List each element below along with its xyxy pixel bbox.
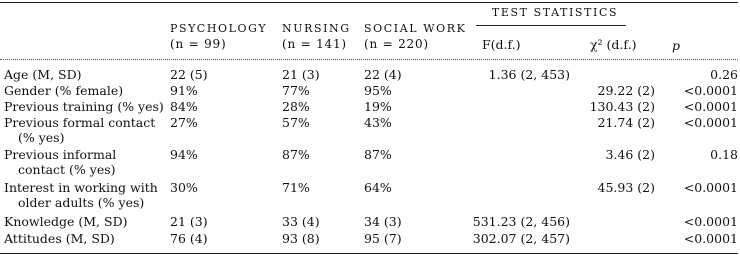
row-label-continuation: older adults (% yes): [18, 195, 145, 210]
social-work-header: SOCIAL WORK: [364, 22, 467, 35]
social-work-n: (n = 220): [364, 37, 429, 51]
f-cell: 531.23 (2, 456): [472, 214, 570, 229]
chi-square-cell: 130.43 (2): [589, 99, 655, 114]
header-separator: [0, 59, 738, 60]
social-work-cell: 87%: [364, 147, 392, 162]
psychology-cell: 30%: [170, 180, 198, 195]
row-label: Previous formal contact: [4, 115, 156, 130]
p-value-cell: <0.0001: [683, 180, 738, 195]
row-label: Knowledge (M, SD): [4, 214, 128, 229]
f-cell: 1.36 (2, 453): [488, 67, 570, 82]
social-work-cell: 95 (7): [364, 231, 402, 246]
nursing-n: (n = 141): [282, 37, 347, 51]
social-work-cell: 19%: [364, 99, 392, 114]
row-label: Previous informal: [4, 147, 117, 162]
p-value-cell: <0.0001: [683, 231, 738, 246]
psychology-cell: 91%: [170, 83, 198, 98]
social-work-cell: 64%: [364, 180, 392, 195]
p-value-cell: 0.26: [710, 67, 738, 82]
nursing-cell: 87%: [282, 147, 310, 162]
nursing-cell: 57%: [282, 115, 310, 130]
psychology-header: PSYCHOLOGY: [170, 22, 268, 35]
test-statistics-header: TEST STATISTICS: [491, 6, 619, 19]
row-label-continuation: contact (% yes): [18, 162, 116, 177]
p-value-cell: 0.18: [710, 147, 738, 162]
chi-square-cell: 29.22 (2): [597, 83, 655, 98]
social-work-cell: 34 (3): [364, 214, 402, 229]
nursing-cell: 93 (8): [282, 231, 320, 246]
top-rule: [0, 2, 738, 3]
row-label: Age (M, SD): [4, 67, 82, 82]
psychology-cell: 21 (3): [170, 214, 208, 229]
row-label: Previous training (% yes): [4, 99, 164, 114]
social-work-cell: 95%: [364, 83, 392, 98]
nursing-cell: 33 (4): [282, 214, 320, 229]
p-value-cell: <0.0001: [683, 115, 738, 130]
nursing-cell: 77%: [282, 83, 310, 98]
nursing-cell: 21 (3): [282, 67, 320, 82]
row-label: Interest in working with: [4, 180, 158, 195]
social-work-cell: 22 (4): [364, 67, 402, 82]
row-label: Gender (% female): [4, 83, 124, 98]
psychology-cell: 84%: [170, 99, 198, 114]
test-statistics-underline: [476, 25, 626, 26]
nursing-header: NURSING: [282, 22, 351, 35]
chi-square-cell: 3.46 (2): [605, 147, 655, 162]
p-value-cell: <0.0001: [683, 214, 738, 229]
psychology-cell: 27%: [170, 115, 198, 130]
row-label: Attitudes (M, SD): [4, 231, 115, 246]
psychology-cell: 22 (5): [170, 67, 208, 82]
social-work-cell: 43%: [364, 115, 392, 130]
p-value-cell: <0.0001: [683, 83, 738, 98]
nursing-cell: 28%: [282, 99, 310, 114]
p-header: p: [672, 38, 681, 53]
chi-square-header: χ² (d.f.): [590, 37, 637, 52]
psychology-n: (n = 99): [170, 37, 227, 51]
nursing-cell: 71%: [282, 180, 310, 195]
p-value-cell: <0.0001: [683, 99, 738, 114]
psychology-cell: 94%: [170, 147, 198, 162]
f-header: F(d.f.): [482, 37, 521, 52]
psychology-cell: 76 (4): [170, 231, 208, 246]
chi-square-cell: 21.74 (2): [597, 115, 655, 130]
f-cell: 302.07 (2, 457): [472, 231, 570, 246]
row-label-continuation: (% yes): [18, 130, 65, 145]
chi-square-cell: 45.93 (2): [597, 180, 655, 195]
bottom-rule: [0, 253, 738, 254]
